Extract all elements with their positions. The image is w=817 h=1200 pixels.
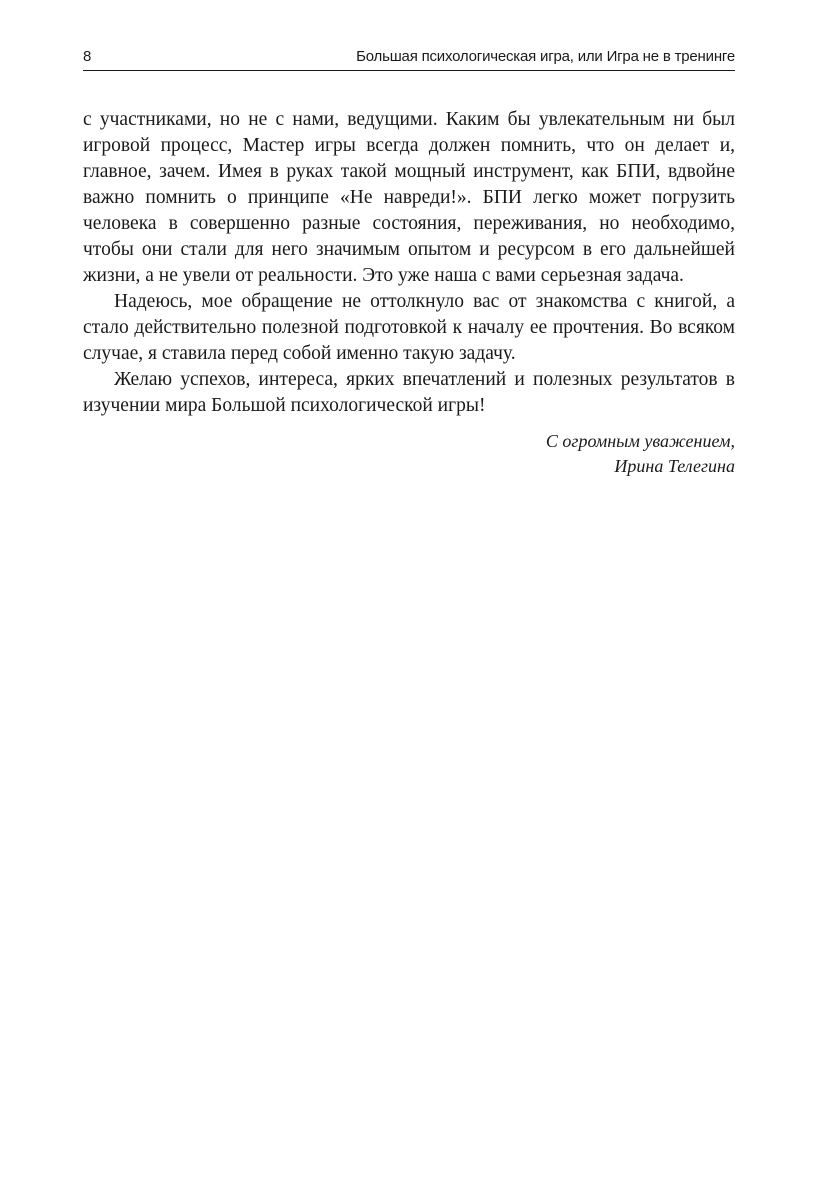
paragraph: Надеюсь, мое обращение не оттолкнуло вас от знакомства с книгой, а стало действительно полезной подготовкой к началу ее прочтения. Во всяком случае, я ставила перед собой именно такую задачу. [83,291,735,364]
paragraph-continuation: с участниками, но не с нами, ведущими. Каким бы увлекательным ни был игровой процесс, Мастер игры всегда должен помнить, что он делает и, главное, зачем. Имея в руках такой мощный инструмент, как БПИ, вдвойне важно помнить о принципе «Не навреди!». БПИ легко может погрузить человека в совершенно разные состояния, переживания, но необходимо, чтобы они стали для него значимым опытом и ресурсом в его дальнейшей жизни, а не увели от реальности. Это уже наша с вами серьезная задача. [83,109,735,286]
signature-closing: С огромным уважением, [545,431,735,451]
running-title: Большая психологическая игра, или Игра не в тренинге [356,48,735,65]
paragraph: Желаю успехов, интереса, ярких впечатлений и полезных результатов в изучении мира Большой психологической игры! [83,369,735,416]
page-number: 8 [83,48,92,65]
signature-name: Ирина Телегина [614,456,735,476]
running-header [83,48,735,71]
signature-block [83,429,735,479]
body-text [83,107,735,419]
book-page [83,48,735,479]
